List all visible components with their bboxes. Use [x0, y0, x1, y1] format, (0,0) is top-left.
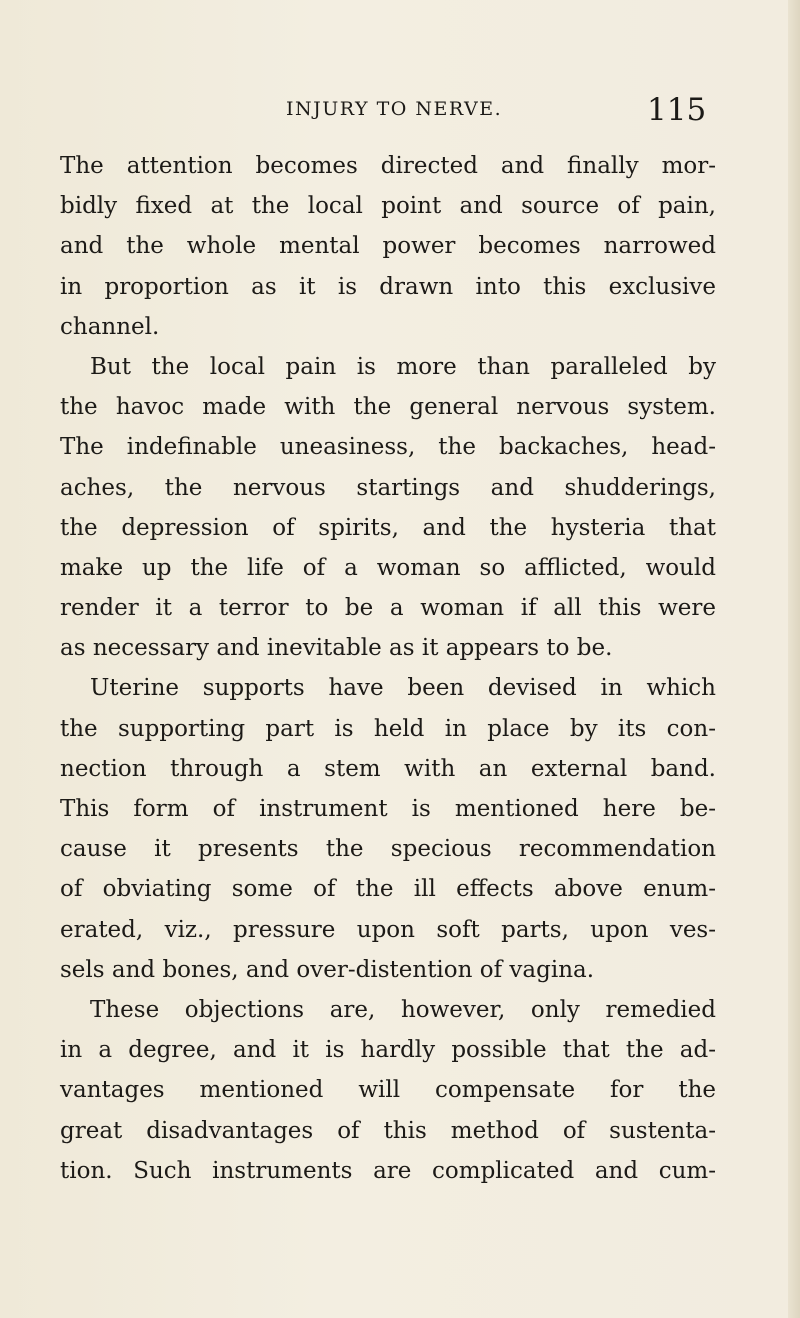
text-line: nection through a stem with an external band.	[60, 755, 716, 782]
running-head	[0, 92, 800, 132]
text-line: and the whole mental power becomes narrowed	[60, 233, 716, 260]
running-title: INJURY TO NERVE.	[286, 98, 503, 120]
text-line: vantages mentioned will compensate for the	[60, 1077, 716, 1104]
text-line: These objections are, however, only remedied	[90, 996, 716, 1023]
text-line: cause it presents the specious recommendation	[60, 836, 716, 863]
text-line: great disadvantages of this method of sustenta-	[60, 1117, 716, 1144]
text-line: Uterine supports have been devised in which	[90, 675, 716, 702]
text-line: as necessary and inevitable as it appears to be.	[60, 635, 613, 662]
text-line: But the local pain is more than paralleled by	[90, 353, 716, 380]
text-line: tion. Such instruments are complicated and cum-	[60, 1157, 716, 1184]
text-line: the depression of spirits, and the hysteria that	[60, 514, 716, 541]
text-line: erated, viz., pressure upon soft parts, upon ves-	[60, 916, 716, 943]
text-line: bidly fixed at the local point and source of pain,	[60, 193, 716, 220]
text-line: This form of instrument is mentioned here be-	[60, 796, 716, 822]
page-number: 115	[647, 92, 707, 128]
text-line: make up the life of a woman so afflicted, would	[60, 554, 716, 581]
text-line: in a degree, and it is hardly possible that the ad-	[60, 1037, 716, 1064]
text-line: of obviating some of the ill effects above enum-	[60, 876, 716, 903]
page-edge	[788, 0, 800, 1318]
text-line: The attention becomes directed and finally mor-	[60, 153, 716, 179]
text-line: in proportion as it is drawn into this exclusive	[60, 273, 716, 300]
text-line: channel.	[60, 313, 160, 340]
text-line: aches, the nervous startings and shudderings,	[60, 474, 716, 501]
text-line: the havoc made with the general nervous system.	[60, 394, 716, 421]
body-text	[60, 146, 716, 1191]
text-line: the supporting part is held in place by its con-	[60, 715, 716, 742]
text-line: sels and bones, and over-distention of vagina.	[60, 956, 595, 983]
text-line: render it a terror to be a woman if all this were	[60, 595, 716, 622]
text-line: The indefinable uneasiness, the backaches, head-	[60, 434, 716, 461]
